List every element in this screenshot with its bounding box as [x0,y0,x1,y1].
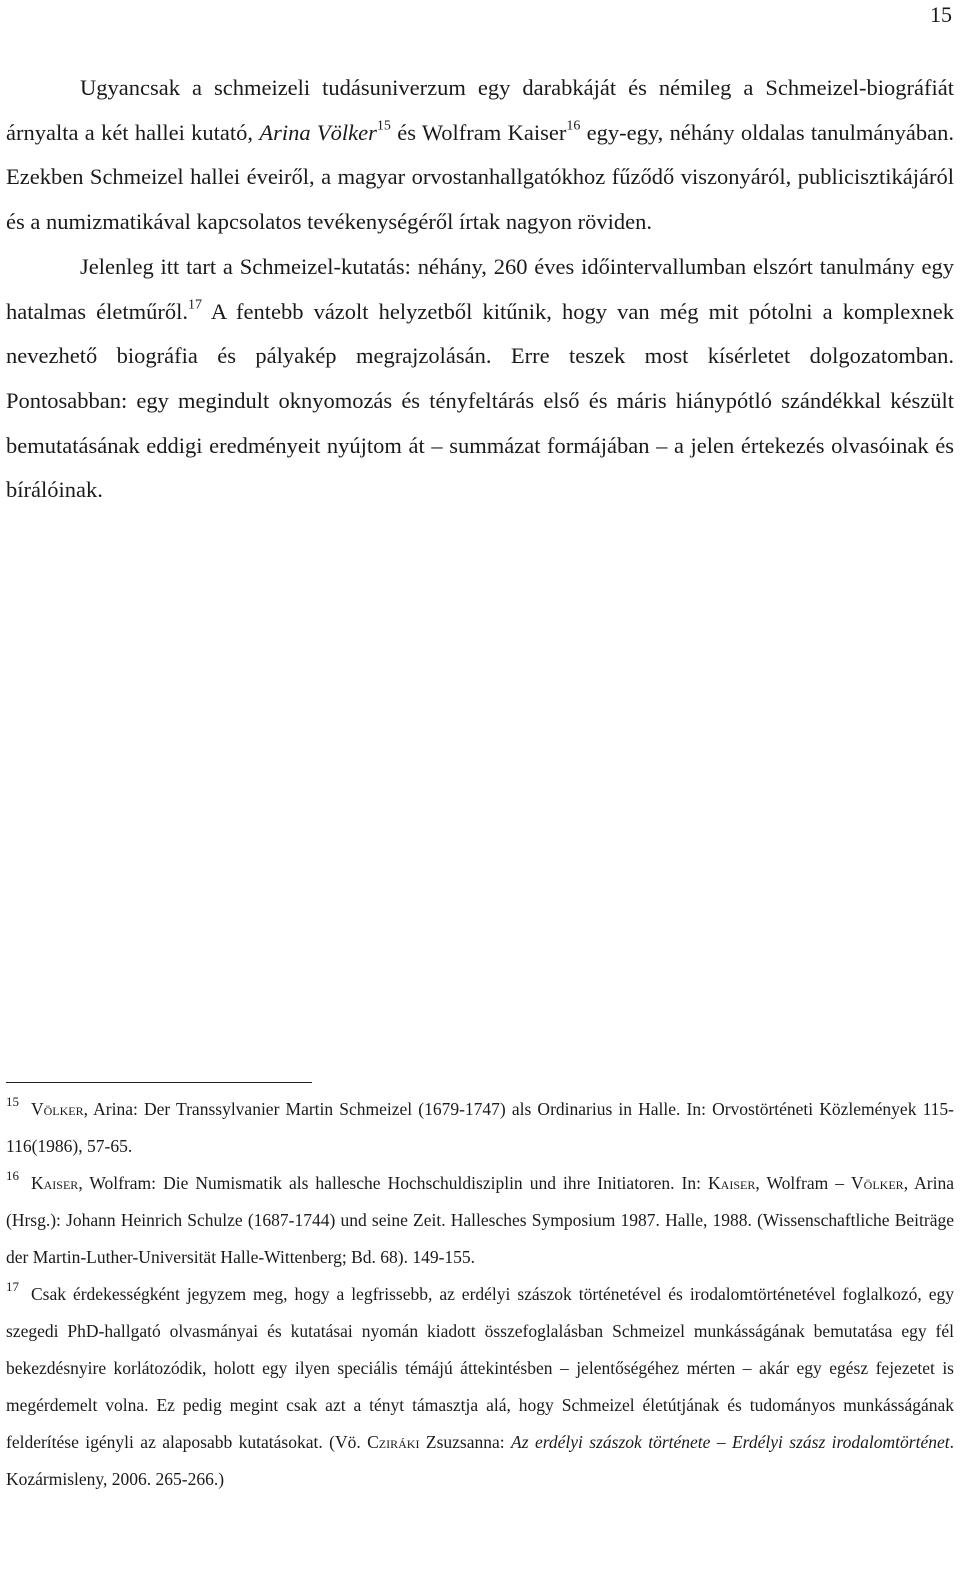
footnotes [6,1082,954,1498]
author-name: Kaiser [708,1173,756,1193]
footnote-text: , Arina: Der Transsylvanier Martin Schmeizel (1679-1747) als Ordinarius in Halle. In: Orvostörténeti Közlemények 115-116(1986), 57-65. [6,1099,954,1156]
page-number: 15 [930,2,952,27]
book-title: Az erdélyi szászok története – Erdélyi szász irodalomtörténet [511,1432,950,1452]
paragraph-1-text: és Wolfram Kaiser [390,119,567,145]
paragraph-1-text: Ugyancsak a schmeizeli tudásuniverzum egy darabkáját és némileg a Schmeizel-biográfiát árnyalta a két hallei kutató, [6,75,954,145]
footnote-text: , Wolfram – [755,1173,852,1193]
author-name: Arina Völker [259,119,377,145]
author-name: Völker [851,1173,904,1193]
footnote-text: Csak érdekességként jegyzem meg, hogy a legfrissebb, az erdélyi szászok történetével és irodalomtörténetével foglalkozó, egy szegedi PhD-hallgató olvasmányai és kutatásai nyomán kiadott összefoglalásban Schmeizel munkásságának bemutatása egy fél bekezdésnyire korlátozódik, holott egy ilyen speciális témájú áttekintésben – jelentőségéhez mérten – akár egy egész fejezetet is megérdemelt volna. Ez pedig megint csak azt a tényt támasztja alá, hogy Schmeizel életútjának és tudományos munkásságának felderítése igényli az alaposabb kutatásokat. (Vö. [6,1284,954,1452]
footnote-ref-16[interactable]: 16 [566,118,581,134]
footnote-ref-17[interactable]: 17 [187,297,202,313]
footnote-text: , Arina (Hrsg.): Johann Heinrich Schulze (1687-1744) und seine Zeit. Hallesches Symposium 1987. Halle, 1988. (Wissenschaftliche Beiträge der Martin-Luther-Universität Halle-Wittenberg; Bd. 68). 149-155. [6,1173,954,1267]
footnote-text: Zsuzsanna: [419,1432,512,1452]
paragraph-1-text: egy-egy, néhány oldalas tanulmányában. Ezekben Schmeizel hallei éveiről, a magyar orvostanhallgatókhoz fűződő viszonyáról, publicisztikájáról és a numizmatikával kapcsolatos tevékenységéről írtak nagyon röviden. [6,119,954,235]
footnote-separator [6,1082,312,1091]
footnote-16 [6,1165,954,1276]
footnote-number: 17 [6,1278,19,1294]
paragraph-2-text: A fentebb vázolt helyzetből kitűnik, hogy van még mit pótolni a komplexnek nevezhető biográfia és pályakép megrajzolásán. Erre teszek most kísérletet dolgozatomban. Pontosabban: egy megindult oknyomozás és tényfeltárás első és máris hiánypótló szándékkal készült bemutatásának eddigi eredményeit nyújtom át – summázat formájában – a jelen értekezés olvasóinak és bírálóinak. [6,298,954,503]
footnote-ref-15[interactable]: 15 [376,118,391,134]
footnote-number: 16 [6,1167,19,1183]
author-name: Völker [31,1099,84,1119]
author-name: Cziráki [367,1432,420,1452]
footnote-text: . Kozármisleny, 2006. 265-266.) [6,1432,954,1489]
paragraph-2-text: Jelenleg itt tart a Schmeizel-kutatás: néhány, 260 éves időintervallumban elszórt tanulmány egy hatalmas életműről. [6,253,954,324]
footnote-text: , Wolfram: Die Numismatik als hallesche Hochschuldisziplin und ihre Initiatoren. In: [78,1173,709,1193]
body-text [6,66,954,513]
footnote-15 [6,1091,954,1165]
author-name: Kaiser [31,1173,79,1193]
paragraph-2 [6,245,954,513]
footnote-17 [6,1276,954,1498]
footnote-number: 15 [6,1093,19,1109]
paragraph-1 [6,66,954,245]
